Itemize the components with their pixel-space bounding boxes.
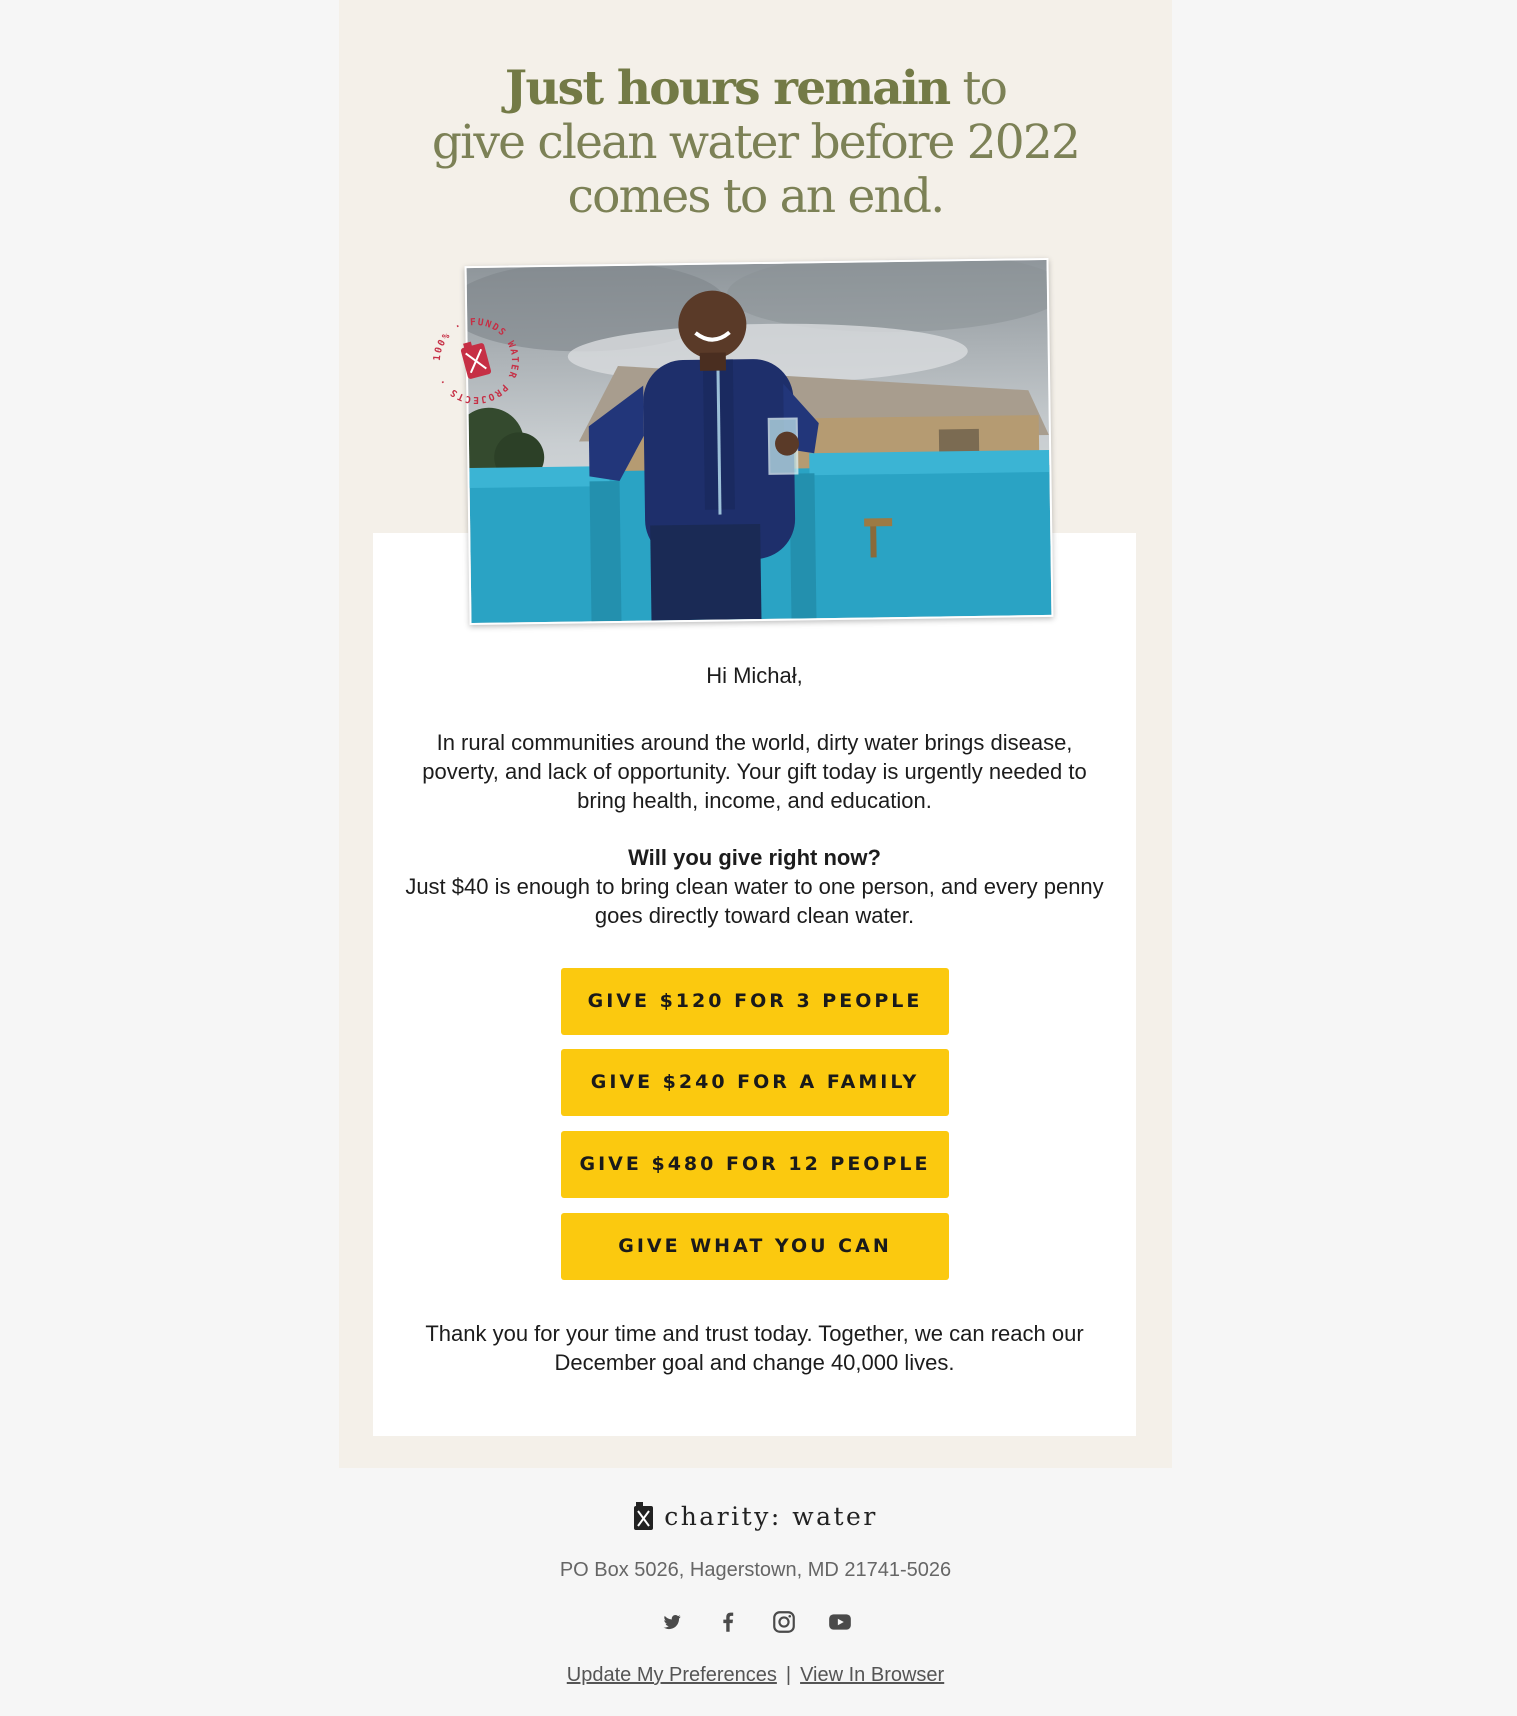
postal-address: PO Box 5026, Hagerstown, MD 21741-5026 bbox=[559, 1559, 952, 1581]
view-in-browser-link[interactable]: View In Browser bbox=[800, 1664, 945, 1686]
footer-links bbox=[339, 1664, 1172, 1687]
give-what-you-can-button[interactable]: GIVE WHAT YOU CAN bbox=[561, 1213, 949, 1280]
hero-photo bbox=[465, 258, 1054, 625]
email-container bbox=[339, 0, 1172, 1468]
headline-line1-rest: to bbox=[949, 61, 1007, 116]
give-120-button[interactable]: GIVE $120 FOR 3 PEOPLE bbox=[561, 968, 949, 1035]
youtube-icon[interactable] bbox=[827, 1609, 853, 1635]
closing-paragraph: Thank you for your time and trust today. Together, we can reach our December goal and change 40,000 lives. bbox=[425, 1321, 1084, 1375]
facebook-icon[interactable] bbox=[715, 1609, 741, 1635]
logo-text: charity: water bbox=[664, 1502, 878, 1531]
stamp-text: 100% · FUNDS WATER PROJECTS · bbox=[431, 316, 521, 406]
headline bbox=[339, 62, 1172, 224]
hero-photo-illustration bbox=[467, 260, 1052, 623]
ask-paragraph bbox=[403, 843, 1106, 930]
intro-paragraph: In rural communities around the world, dirty water brings disease, poverty, and lack of opportunity. Your gift today is urgently needed to bring health, income, and education. bbox=[422, 730, 1087, 813]
update-preferences-link[interactable]: Update My Preferences bbox=[566, 1664, 777, 1686]
headline-line2: give clean water before 2022 bbox=[431, 115, 1080, 170]
instagram-icon[interactable] bbox=[771, 1609, 797, 1635]
funds-water-projects-stamp bbox=[428, 313, 524, 409]
charity-water-logo[interactable] bbox=[339, 1502, 1172, 1531]
headline-line3: comes to an end. bbox=[567, 169, 944, 224]
headline-emphasis: Just hours remain bbox=[504, 61, 950, 116]
jerry-can-stamp-icon bbox=[428, 313, 524, 409]
ask-text: Just $40 is enough to bring clean water to one person, and every penny goes directly toward clean water. bbox=[405, 874, 1104, 928]
twitter-icon[interactable] bbox=[659, 1609, 685, 1635]
link-separator: | bbox=[785, 1664, 792, 1686]
give-480-button[interactable]: GIVE $480 FOR 12 PEOPLE bbox=[561, 1131, 949, 1198]
greeting: Hi Michał, bbox=[706, 663, 803, 688]
content-card bbox=[373, 533, 1136, 1436]
jerry-can-icon bbox=[633, 1502, 654, 1531]
social-links bbox=[339, 1609, 1172, 1635]
give-240-button[interactable]: GIVE $240 FOR A FAMILY bbox=[561, 1049, 949, 1116]
ask-title: Will you give right now? bbox=[628, 845, 881, 870]
